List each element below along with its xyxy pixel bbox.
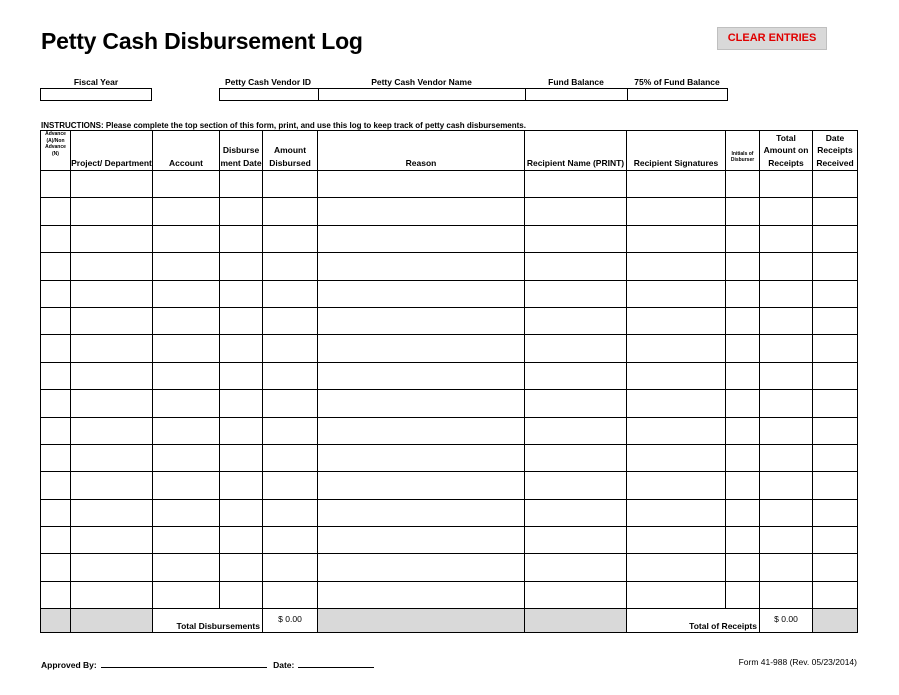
recipient-cell[interactable]	[525, 581, 627, 608]
amount-cell[interactable]	[263, 171, 318, 198]
amount-cell[interactable]	[263, 253, 318, 280]
reason-cell[interactable]	[318, 554, 525, 581]
total-receipts-cell[interactable]	[760, 362, 813, 389]
form-number: Form 41-988 (Rev. 05/23/2014)	[738, 657, 857, 667]
total-receipts-cell[interactable]	[760, 225, 813, 252]
total-receipts-cell[interactable]	[760, 307, 813, 334]
amount-cell[interactable]	[263, 280, 318, 307]
reason-cell[interactable]	[318, 444, 525, 471]
table-row	[41, 527, 858, 554]
signature-cell[interactable]	[627, 225, 726, 252]
initials-cell[interactable]	[726, 362, 760, 389]
project-cell[interactable]	[71, 335, 153, 362]
date-received-cell[interactable]	[813, 390, 858, 417]
signature-cell[interactable]	[627, 554, 726, 581]
col-signatures-header: Recipient Signatures	[627, 131, 726, 171]
date-received-cell[interactable]	[813, 307, 858, 334]
account-cell[interactable]	[153, 581, 220, 608]
signature-cell[interactable]	[627, 499, 726, 526]
reason-cell[interactable]	[318, 307, 525, 334]
date-received-cell[interactable]	[813, 253, 858, 280]
advance-cell[interactable]	[41, 417, 71, 444]
advance-cell[interactable]	[41, 307, 71, 334]
date-received-cell[interactable]	[813, 171, 858, 198]
signature-cell[interactable]	[627, 307, 726, 334]
total-receipts-cell[interactable]	[760, 417, 813, 444]
signature-cell[interactable]	[627, 335, 726, 362]
initials-cell[interactable]	[726, 253, 760, 280]
recipient-cell[interactable]	[525, 417, 627, 444]
date-cell[interactable]	[220, 390, 263, 417]
total-receipts-cell[interactable]	[760, 171, 813, 198]
recipient-cell[interactable]	[525, 307, 627, 334]
project-cell[interactable]	[71, 499, 153, 526]
approval-date-field[interactable]	[298, 658, 374, 668]
project-cell[interactable]	[71, 198, 153, 225]
date-cell[interactable]	[220, 171, 263, 198]
table-row	[41, 417, 858, 444]
amount-cell[interactable]	[263, 527, 318, 554]
date-received-cell[interactable]	[813, 362, 858, 389]
date-received-cell[interactable]	[813, 499, 858, 526]
project-cell[interactable]	[71, 581, 153, 608]
initials-cell[interactable]	[726, 335, 760, 362]
project-cell[interactable]	[71, 472, 153, 499]
recipient-cell[interactable]	[525, 225, 627, 252]
total-receipts-cell[interactable]	[760, 581, 813, 608]
advance-cell[interactable]	[41, 225, 71, 252]
date-cell[interactable]	[220, 307, 263, 334]
amount-cell[interactable]	[263, 417, 318, 444]
table-row	[41, 581, 858, 608]
total-receipts-cell[interactable]	[760, 472, 813, 499]
advance-cell[interactable]	[41, 581, 71, 608]
reason-cell[interactable]	[318, 198, 525, 225]
table-row	[41, 499, 858, 526]
date-cell[interactable]	[220, 280, 263, 307]
date-received-cell[interactable]	[813, 280, 858, 307]
amount-cell[interactable]	[263, 362, 318, 389]
signature-cell[interactable]	[627, 444, 726, 471]
date-cell[interactable]	[220, 499, 263, 526]
table-row	[41, 554, 858, 581]
total-receipts-cell[interactable]	[760, 280, 813, 307]
table-row	[41, 198, 858, 225]
date-cell[interactable]	[220, 335, 263, 362]
advance-cell[interactable]	[41, 198, 71, 225]
recipient-cell[interactable]	[525, 171, 627, 198]
table-row	[41, 280, 858, 307]
amount-cell[interactable]	[263, 225, 318, 252]
project-cell[interactable]	[71, 362, 153, 389]
date-received-cell[interactable]	[813, 527, 858, 554]
table-row	[41, 307, 858, 334]
total-receipts-cell[interactable]	[760, 554, 813, 581]
date-received-cell[interactable]	[813, 417, 858, 444]
vendor-id-field[interactable]	[219, 88, 319, 101]
account-cell[interactable]	[153, 499, 220, 526]
initials-cell[interactable]	[726, 307, 760, 334]
signature-cell[interactable]	[627, 171, 726, 198]
reason-cell[interactable]	[318, 171, 525, 198]
table-row	[41, 335, 858, 362]
table-row	[41, 362, 858, 389]
recipient-cell[interactable]	[525, 444, 627, 471]
log-body	[41, 171, 858, 633]
table-header-row	[41, 131, 858, 171]
amount-cell[interactable]	[263, 581, 318, 608]
date-received-cell[interactable]	[813, 335, 858, 362]
total-disbursements-value: $ 0.00	[263, 609, 318, 633]
date-cell[interactable]	[220, 472, 263, 499]
account-cell[interactable]	[153, 390, 220, 417]
advance-cell[interactable]	[41, 554, 71, 581]
advance-cell[interactable]	[41, 171, 71, 198]
fiscal-year-field[interactable]	[40, 88, 152, 101]
signature-cell[interactable]	[627, 581, 726, 608]
account-cell[interactable]	[153, 198, 220, 225]
total-disbursements-label: Total Disbursements	[153, 609, 263, 633]
total-receipts-cell[interactable]	[760, 390, 813, 417]
advance-cell[interactable]	[41, 527, 71, 554]
fund-balance-label: Fund Balance	[548, 77, 604, 87]
table-row	[41, 390, 858, 417]
total-receipts-value: $ 0.00	[760, 609, 813, 633]
date-cell[interactable]	[220, 554, 263, 581]
signature-cell[interactable]	[627, 472, 726, 499]
date-cell[interactable]	[220, 527, 263, 554]
col-date-header: Disburse ment Date	[220, 131, 263, 171]
initials-cell[interactable]	[726, 198, 760, 225]
total-receipts-cell[interactable]	[760, 198, 813, 225]
recipient-cell[interactable]	[525, 390, 627, 417]
project-cell[interactable]	[71, 225, 153, 252]
total-receipts-cell[interactable]	[760, 444, 813, 471]
date-cell[interactable]	[220, 198, 263, 225]
initials-cell[interactable]	[726, 554, 760, 581]
amount-cell[interactable]	[263, 499, 318, 526]
col-amount-header: Amount Disbursed	[263, 131, 318, 171]
signature-cell[interactable]	[627, 390, 726, 417]
initials-cell[interactable]	[726, 280, 760, 307]
totals-blank-cell	[71, 609, 153, 633]
account-cell[interactable]	[153, 527, 220, 554]
date-cell[interactable]	[220, 225, 263, 252]
advance-cell[interactable]	[41, 472, 71, 499]
initials-cell[interactable]	[726, 472, 760, 499]
reason-cell[interactable]	[318, 417, 525, 444]
disbursement-log-table	[40, 130, 858, 633]
reason-cell[interactable]	[318, 225, 525, 252]
fund-75-label: 75% of Fund Balance	[634, 77, 720, 87]
amount-cell[interactable]	[263, 198, 318, 225]
date-cell[interactable]	[220, 444, 263, 471]
col-total-receipts-header: Total Amount on Receipts	[760, 131, 813, 171]
clear-entries-button[interactable]: CLEAR ENTRIES	[717, 27, 827, 50]
total-receipts-label: Total of Receipts	[627, 609, 760, 633]
date-received-cell[interactable]	[813, 444, 858, 471]
date-received-cell[interactable]	[813, 198, 858, 225]
account-cell[interactable]	[153, 335, 220, 362]
amount-cell[interactable]	[263, 335, 318, 362]
amount-cell[interactable]	[263, 554, 318, 581]
col-recipient-header: Recipient Name (PRINT)	[525, 131, 627, 171]
recipient-cell[interactable]	[525, 499, 627, 526]
totals-row	[41, 609, 858, 633]
account-cell[interactable]	[153, 417, 220, 444]
totals-blank-cell	[813, 609, 858, 633]
approval-date-label: Date:	[273, 660, 295, 670]
table-row	[41, 225, 858, 252]
initials-cell[interactable]	[726, 527, 760, 554]
total-receipts-cell[interactable]	[760, 253, 813, 280]
totals-blank-cell	[318, 609, 525, 633]
signature-cell[interactable]	[627, 417, 726, 444]
account-cell[interactable]	[153, 280, 220, 307]
project-cell[interactable]	[71, 444, 153, 471]
reason-cell[interactable]	[318, 472, 525, 499]
account-cell[interactable]	[153, 444, 220, 471]
amount-cell[interactable]	[263, 390, 318, 417]
date-cell[interactable]	[220, 417, 263, 444]
reason-cell[interactable]	[318, 390, 525, 417]
approval-line	[41, 658, 374, 670]
col-date-received-header: Date Receipts Received	[813, 131, 858, 171]
vendor-name-field[interactable]	[318, 88, 526, 101]
approved-by-label: Approved By:	[41, 660, 97, 670]
date-received-cell[interactable]	[813, 472, 858, 499]
vendor-name-label: Petty Cash Vendor Name	[371, 77, 472, 87]
reason-cell[interactable]	[318, 253, 525, 280]
totals-blank-cell	[525, 609, 627, 633]
date-cell[interactable]	[220, 253, 263, 280]
recipient-cell[interactable]	[525, 280, 627, 307]
totals-blank-cell	[41, 609, 71, 633]
signature-cell[interactable]	[627, 198, 726, 225]
project-cell[interactable]	[71, 307, 153, 334]
amount-cell[interactable]	[263, 472, 318, 499]
date-received-cell[interactable]	[813, 225, 858, 252]
col-advance-header: Advance (A)/Non Advance (N)	[41, 131, 71, 171]
account-cell[interactable]	[153, 307, 220, 334]
fiscal-year-label: Fiscal Year	[73, 77, 119, 87]
reason-cell[interactable]	[318, 280, 525, 307]
project-cell[interactable]	[71, 417, 153, 444]
total-receipts-cell[interactable]	[760, 527, 813, 554]
project-cell[interactable]	[71, 171, 153, 198]
account-cell[interactable]	[153, 362, 220, 389]
recipient-cell[interactable]	[525, 527, 627, 554]
total-receipts-cell[interactable]	[760, 335, 813, 362]
vendor-id-label: Petty Cash Vendor ID	[225, 77, 311, 87]
reason-cell[interactable]	[318, 581, 525, 608]
total-receipts-cell[interactable]	[760, 499, 813, 526]
signature-cell[interactable]	[627, 362, 726, 389]
date-cell[interactable]	[220, 581, 263, 608]
col-reason-header: Reason	[318, 131, 525, 171]
signature-cell[interactable]	[627, 253, 726, 280]
fund-balance-field[interactable]	[525, 88, 628, 101]
date-cell[interactable]	[220, 362, 263, 389]
col-project-header: Project/ Department	[71, 131, 153, 171]
initials-cell[interactable]	[726, 390, 760, 417]
initials-cell[interactable]	[726, 444, 760, 471]
fund-75-field[interactable]	[627, 88, 728, 101]
recipient-cell[interactable]	[525, 335, 627, 362]
account-cell[interactable]	[153, 554, 220, 581]
reason-cell[interactable]	[318, 499, 525, 526]
amount-cell[interactable]	[263, 307, 318, 334]
date-received-cell[interactable]	[813, 554, 858, 581]
advance-cell[interactable]	[41, 362, 71, 389]
signature-cell[interactable]	[627, 280, 726, 307]
project-cell[interactable]	[71, 527, 153, 554]
advance-cell[interactable]	[41, 335, 71, 362]
project-cell[interactable]	[71, 253, 153, 280]
account-cell[interactable]	[153, 171, 220, 198]
instructions-text: INSTRUCTIONS: Please complete the top section of this form, print, and use this log to keep track of petty cash disbursements.	[41, 121, 526, 130]
col-account-header: Account	[153, 131, 220, 171]
initials-cell[interactable]	[726, 499, 760, 526]
amount-cell[interactable]	[263, 444, 318, 471]
advance-cell[interactable]	[41, 253, 71, 280]
project-cell[interactable]	[71, 280, 153, 307]
recipient-cell[interactable]	[525, 362, 627, 389]
advance-cell[interactable]	[41, 444, 71, 471]
initials-cell[interactable]	[726, 581, 760, 608]
reason-cell[interactable]	[318, 335, 525, 362]
reason-cell[interactable]	[318, 527, 525, 554]
page-title: Petty Cash Disbursement Log	[41, 28, 363, 54]
recipient-cell[interactable]	[525, 198, 627, 225]
table-row	[41, 444, 858, 471]
recipient-cell[interactable]	[525, 554, 627, 581]
signature-cell[interactable]	[627, 527, 726, 554]
advance-cell[interactable]	[41, 390, 71, 417]
initials-cell[interactable]	[726, 417, 760, 444]
initials-cell[interactable]	[726, 225, 760, 252]
account-cell[interactable]	[153, 472, 220, 499]
advance-cell[interactable]	[41, 499, 71, 526]
recipient-cell[interactable]	[525, 253, 627, 280]
account-cell[interactable]	[153, 225, 220, 252]
approved-by-field[interactable]	[101, 658, 267, 668]
table-row	[41, 253, 858, 280]
table-row	[41, 472, 858, 499]
recipient-cell[interactable]	[525, 472, 627, 499]
date-received-cell[interactable]	[813, 581, 858, 608]
table-row	[41, 171, 858, 198]
project-cell[interactable]	[71, 554, 153, 581]
advance-cell[interactable]	[41, 280, 71, 307]
initials-cell[interactable]	[726, 171, 760, 198]
reason-cell[interactable]	[318, 362, 525, 389]
project-cell[interactable]	[71, 390, 153, 417]
account-cell[interactable]	[153, 253, 220, 280]
col-initials-header: Initials of Disburser	[726, 131, 760, 171]
